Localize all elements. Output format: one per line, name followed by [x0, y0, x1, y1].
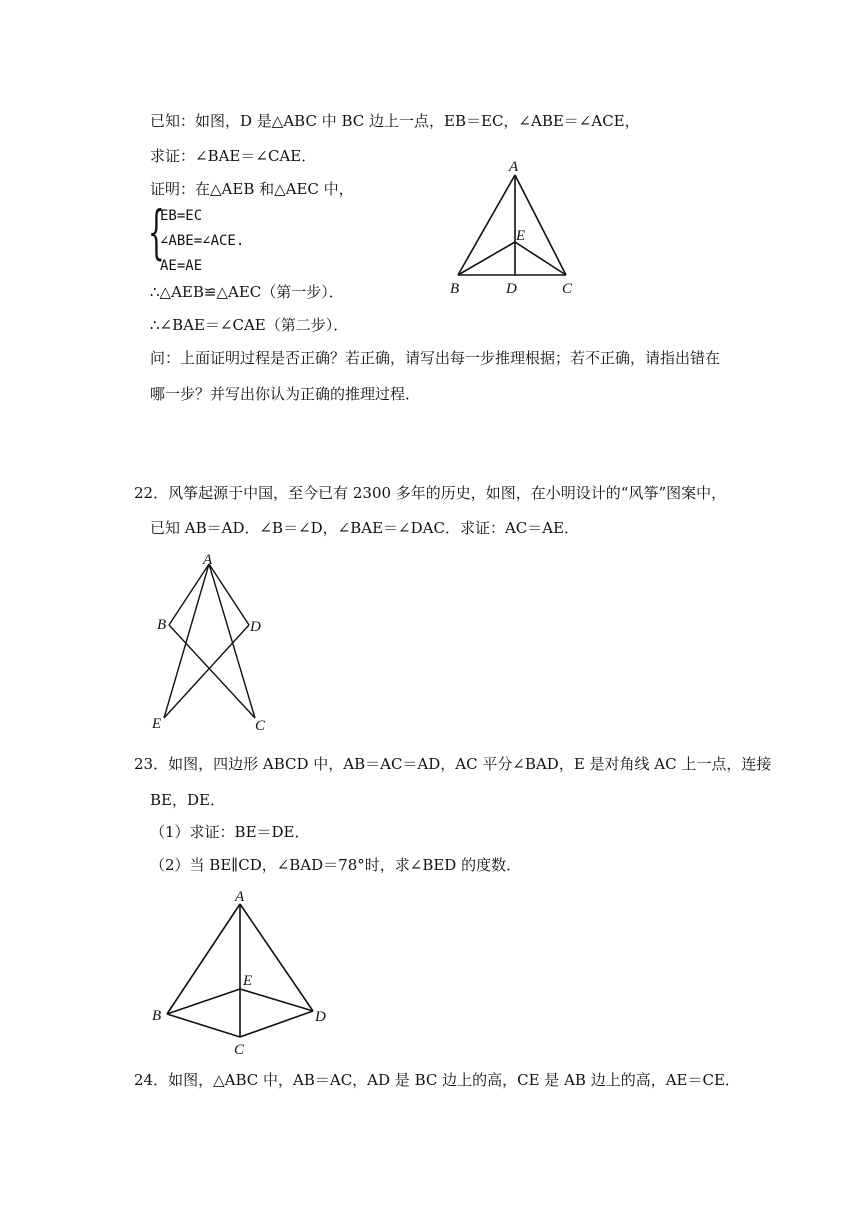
label-A: A — [235, 889, 245, 905]
q23-part-1: （1）求证：BE＝DE． — [150, 823, 310, 841]
q21-proof-intro: 证明：在△AEB 和△AEC 中， — [150, 180, 354, 198]
q22-figure — [145, 550, 275, 735]
edge-BC — [167, 1014, 240, 1037]
q21-system-line-3: AE=AE — [160, 258, 203, 274]
label-E: E — [243, 973, 253, 989]
q21-question-line-1: 问：上面证明过程是否正确？若正确，请写出每一步推理根据；若不正确，请指出错在 — [150, 349, 721, 367]
edge-AE — [164, 564, 209, 718]
q21-system-line-2: ∠ABE=∠ACE. — [160, 233, 245, 249]
label-A: A — [203, 552, 213, 568]
q23-line-2: BE，DE． — [150, 791, 225, 809]
edge-AB — [167, 904, 240, 1014]
q24-line-1: 24．如图，△ABC 中，AB＝AC，AD 是 BC 边上的高，CE 是 AB 边上的高，AE＝CE． — [134, 1071, 740, 1089]
q21-system-line-1: EB=EC — [160, 208, 203, 224]
edge-AC — [515, 175, 566, 275]
edge-AB — [169, 564, 209, 625]
q21-question-line-2: 哪一步？并写出你认为正确的推理过程． — [150, 385, 421, 403]
edge-DE — [164, 625, 249, 718]
edge-AB — [458, 175, 515, 275]
edge-CD — [240, 1011, 313, 1037]
q21-prove: 求证：∠BAE＝∠CAE． — [150, 147, 317, 165]
q23-figure — [145, 884, 345, 1059]
q23-line-1: 23．如图，四边形 ABCD 中，AB＝AC＝AD，AC 平分∠BAD，E 是对角线 AC 上一点，连接 — [134, 755, 772, 773]
q21-step-1: ∴△AEB≌△AEC（第一步）． — [150, 283, 344, 301]
edge-DE — [240, 989, 313, 1011]
edge-BC — [169, 625, 255, 718]
q22-line-1: 22．风筝起源于中国，至今已有 2300 多年的历史，如图，在小明设计的“风筝”图案中， — [134, 484, 727, 502]
label-D: D — [250, 619, 261, 635]
label-B: B — [157, 617, 167, 633]
label-B: B — [450, 281, 460, 297]
q23-part-2: （2）当 BE∥CD，∠BAD＝78°时，求∠BED 的度数． — [150, 856, 522, 874]
q21-given: 已知：如图，D 是△ABC 中 BC 边上一点，EB＝EC，∠ABE＝∠ACE， — [150, 112, 640, 130]
edge-AD — [209, 564, 249, 625]
q21-step-2: ∴∠BAE＝∠CAE（第二步）． — [150, 316, 349, 334]
label-C: C — [255, 718, 266, 734]
q21-figure — [440, 155, 590, 300]
edge-AC — [209, 564, 255, 718]
q22-line-2: 已知 AB＝AD．∠B＝∠D，∠BAE＝∠DAC．求证：AC＝AE． — [150, 519, 580, 537]
label-D: D — [315, 1009, 326, 1025]
label-A: A — [509, 159, 519, 175]
label-E: E — [152, 716, 162, 732]
label-D: D — [506, 281, 517, 297]
label-C: C — [562, 281, 573, 297]
label-B: B — [152, 1008, 162, 1024]
label-C: C — [234, 1042, 245, 1058]
edge-AD — [240, 904, 313, 1011]
edge-BE — [167, 989, 240, 1014]
label-E: E — [516, 228, 526, 244]
q21-system-brace: { — [148, 198, 165, 266]
